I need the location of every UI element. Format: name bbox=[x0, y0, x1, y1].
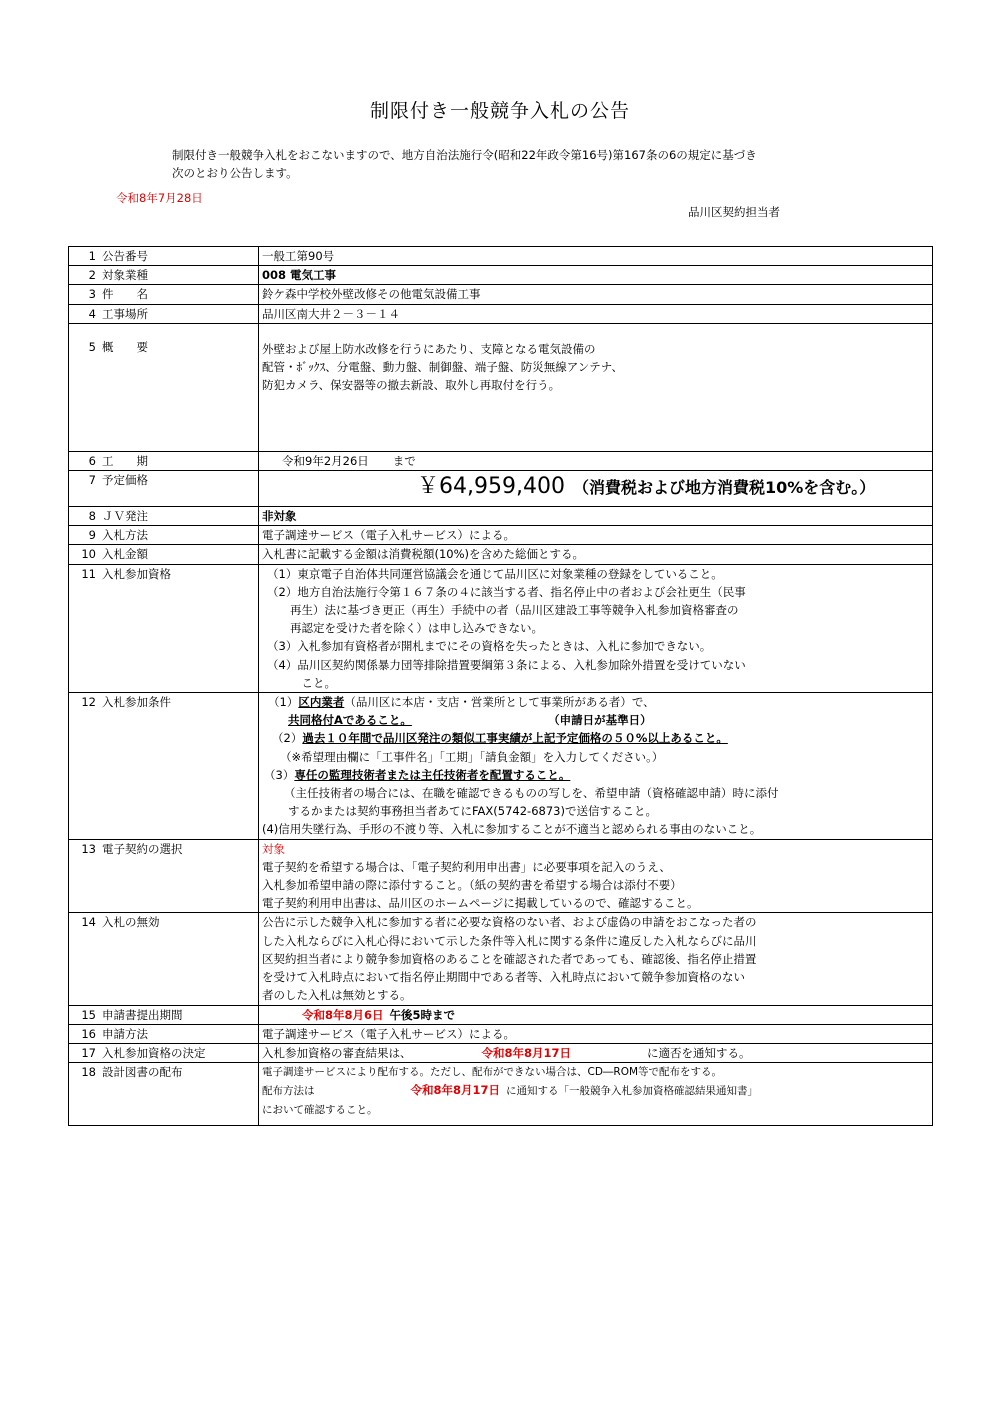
item-number: 8 bbox=[88, 509, 96, 524]
table-row bbox=[69, 545, 933, 564]
item-label bbox=[69, 451, 259, 470]
condition-line bbox=[262, 729, 929, 747]
item-label bbox=[69, 471, 259, 507]
condition-line bbox=[262, 693, 929, 711]
item-number: 13 bbox=[81, 841, 96, 856]
condition-line: するかまたは契約事務担当者あてにFAX(5742-6873)で送信すること。 bbox=[288, 804, 657, 819]
item-label bbox=[69, 266, 259, 285]
condition-line bbox=[262, 766, 929, 784]
item-value: 品川区南大井２－３－１４ bbox=[259, 304, 933, 323]
table-row bbox=[69, 526, 933, 545]
table-row bbox=[69, 693, 933, 840]
estimated-price: ￥64,959,400 bbox=[417, 474, 565, 500]
e-contract-line: 電子契約利用申出書は、品川区のホームページに掲載しているので、確認すること。 bbox=[262, 896, 699, 911]
item-label bbox=[69, 1005, 259, 1024]
distribution-text: に通知する「一般競争入札参加資格確認結果通知書」 bbox=[506, 1085, 759, 1098]
item-number: 15 bbox=[81, 1007, 96, 1022]
qualification-line: （1）東京電子自治体共同運営協議会を通じて品川区に対象業種の登録をしていること。 bbox=[267, 566, 723, 581]
condition-line: （主任技術者の場合には、在職を確認できるものの写しを、希望申請（資格確認申請）時に添付 bbox=[284, 786, 779, 801]
item-value bbox=[259, 913, 933, 1005]
period-date: 令和9年2月26日 bbox=[282, 453, 369, 468]
table-row bbox=[69, 1043, 933, 1062]
item-label-text: 電子契約の選択 bbox=[102, 841, 183, 856]
table-row bbox=[69, 839, 933, 913]
item-label bbox=[69, 304, 259, 323]
distribution-date: 令和8年8月17日 bbox=[410, 1083, 501, 1098]
item-number: 16 bbox=[81, 1026, 96, 1041]
item-label-text: 件 名 bbox=[102, 287, 148, 302]
item-value bbox=[259, 451, 933, 470]
item-value bbox=[259, 1063, 933, 1126]
condition-emphasis: 区内業者 bbox=[298, 695, 345, 710]
item-label-text: 対象業種 bbox=[102, 268, 148, 283]
item-label-text: 入札参加資格の決定 bbox=[102, 1045, 206, 1060]
summary-line: 配管・ﾎﾞｯｸｽ、分電盤、動力盤、制御盤、端子盤、防災無線アンテナ、 bbox=[262, 360, 623, 375]
table-row bbox=[69, 285, 933, 304]
item-value bbox=[259, 471, 933, 507]
table-row bbox=[69, 304, 933, 323]
invalid-bid-line: した入札ならびに入札心得において示した条件等入札に関する条件に違反した入札ならびに品川 bbox=[262, 933, 757, 948]
item-label-text: ＪＶ発注 bbox=[102, 509, 148, 524]
page-title: 制限付き一般競争入札の公告 bbox=[369, 100, 630, 122]
item-number: 6 bbox=[88, 453, 96, 468]
qualification-line: 再生）法に基づき更正（再生）手続中の者（品川区建設工事等競争入札参加資格審査の bbox=[267, 603, 739, 618]
deadline-time: 午後5時まで bbox=[389, 1007, 456, 1022]
item-label bbox=[69, 507, 259, 526]
item-value: 電子調達サービス（電子入札サービス）による。 bbox=[259, 1024, 933, 1043]
item-label-text: 概 要 bbox=[102, 339, 148, 354]
qualification-line: （2）地方自治法施行令第１６７条の４に該当する者、指名停止中の者および会社更生（民事 bbox=[267, 584, 746, 599]
item-label bbox=[69, 913, 259, 1005]
item-label bbox=[69, 545, 259, 564]
item-value bbox=[259, 323, 933, 451]
item-label-text: 申請書提出期間 bbox=[102, 1007, 183, 1022]
price-tax-note: （消費税および地方消費税10%を含む。） bbox=[572, 478, 876, 498]
summary-line: 外壁および屋上防水改修を行うにあたり、支障となる電気設備の bbox=[262, 341, 596, 356]
e-contract-status: 対象 bbox=[262, 841, 285, 856]
item-number: 2 bbox=[88, 268, 96, 283]
item-label-text: 工 期 bbox=[102, 453, 148, 468]
condition-prefix: （1） bbox=[268, 695, 299, 710]
item-label-text: 入札の無効 bbox=[102, 915, 160, 930]
item-label bbox=[69, 526, 259, 545]
table-row bbox=[69, 1024, 933, 1043]
item-value bbox=[259, 839, 933, 913]
e-contract-line: 入札参加希望申請の際に添付すること。（紙の契約書を希望する場合は添付不要） bbox=[262, 878, 682, 893]
distribution-line bbox=[262, 1081, 929, 1100]
item-label bbox=[69, 1063, 259, 1126]
item-number: 5 bbox=[88, 339, 96, 354]
table-row bbox=[69, 1063, 933, 1126]
condition-emphasis: 専任の監理技術者または主任技術者を配置すること。 bbox=[294, 767, 571, 782]
item-value bbox=[259, 1043, 933, 1062]
table-row bbox=[69, 1005, 933, 1024]
qualification-line: こと。 bbox=[267, 675, 336, 690]
table-row bbox=[69, 247, 933, 266]
table-row bbox=[69, 564, 933, 692]
item-value: 非対象 bbox=[259, 507, 933, 526]
item-label-text: 入札参加条件 bbox=[102, 695, 171, 710]
signatory: 品川区契約担当者 bbox=[688, 205, 780, 219]
deadline-date: 令和8年8月6日 bbox=[302, 1007, 384, 1022]
condition-prefix: （2） bbox=[272, 731, 303, 746]
summary-line: 防犯カメラ、保安器等の撤去新設、取外し再取付を行う。 bbox=[262, 378, 561, 393]
item-value: 鈴ケ森中学校外壁改修その他電気設備工事 bbox=[259, 285, 933, 304]
item-number: 3 bbox=[88, 287, 96, 302]
qualification-line: （3）入札参加有資格者が開札までにその資格を失ったときは、入札に参加できない。 bbox=[267, 639, 712, 654]
condition-note: （申請日が基準日） bbox=[553, 713, 652, 728]
distribution-text: 配布方法は bbox=[262, 1085, 315, 1098]
notice-date: 令和8年7月28日 bbox=[116, 191, 203, 205]
item-number: 4 bbox=[88, 306, 96, 321]
table-row bbox=[69, 507, 933, 526]
invalid-bid-line: 区契約担当者により競争参加資格のあることを確認された者であっても、確認後、指名停止措置 bbox=[262, 951, 757, 966]
intro-line: 制限付き一般競争入札をおこないますので、地方自治法施行令(昭和22年政令第16号)第167条の6の規定に基づき bbox=[172, 148, 757, 162]
table-row bbox=[69, 266, 933, 285]
period-suffix: まで bbox=[392, 453, 416, 468]
item-label-text: 予定価格 bbox=[102, 473, 148, 488]
item-number: 14 bbox=[81, 915, 96, 930]
item-label-text: 公告番号 bbox=[102, 249, 148, 263]
item-label bbox=[69, 693, 259, 840]
condition-emphasis: 共同格付Aであること。 bbox=[288, 713, 412, 728]
item-number: 7 bbox=[88, 473, 96, 488]
qualification-line: （4）品川区契約関係暴力団等排除措置要綱第３条による、入札参加除外措置を受けていない bbox=[267, 657, 746, 672]
item-value bbox=[259, 564, 933, 692]
distribution-line: 電子調達サービスにより配布する。ただし、配布ができない場合は、CD―ROM等で配布をする。 bbox=[262, 1066, 723, 1079]
item-label bbox=[69, 1043, 259, 1062]
condition-line bbox=[262, 711, 929, 729]
distribution-line: において確認すること。 bbox=[262, 1103, 378, 1116]
item-value bbox=[259, 1005, 933, 1024]
item-label-text: 入札方法 bbox=[102, 528, 148, 543]
condition-line: （※希望理由欄に「工事件名」「工期」「請負金額」を入力してください。） bbox=[280, 749, 664, 764]
item-label bbox=[69, 285, 259, 304]
intro-text bbox=[172, 146, 872, 182]
e-contract-line: 電子契約を希望する場合は、「電子契約利用申出書」に必要事項を記入のうえ、 bbox=[262, 859, 671, 874]
item-number: 18 bbox=[81, 1065, 96, 1080]
condition-prefix: （3） bbox=[264, 767, 295, 782]
table-row bbox=[69, 471, 933, 507]
item-label bbox=[69, 1024, 259, 1043]
item-label-text: 設計図書の配布 bbox=[102, 1065, 183, 1080]
table-row bbox=[69, 451, 933, 470]
item-number: 17 bbox=[81, 1045, 96, 1060]
item-value: 一般工第90号 bbox=[259, 247, 933, 266]
item-number: 10 bbox=[81, 547, 96, 562]
item-number: 11 bbox=[81, 566, 96, 581]
item-label-text: 申請方法 bbox=[102, 1026, 148, 1041]
qualification-line: 再認定を受けた者を除く）は申し込みできない。 bbox=[267, 621, 543, 636]
decision-pre: 入札参加資格の審査結果は、 bbox=[262, 1045, 412, 1060]
condition-text: （品川区に本店・支店・営業所として事業所がある者）で、 bbox=[344, 695, 655, 710]
table-row bbox=[69, 323, 933, 451]
invalid-bid-line: を受けて入札時点において指名停止期間中である者等、入札時点において競争参加資格のない bbox=[262, 970, 745, 985]
notice-table bbox=[68, 246, 933, 1126]
item-label bbox=[69, 247, 259, 266]
condition-line: (4)信用失墜行為、手形の不渡り等、入札に参加することが不適当と認められる事由のないこと。 bbox=[262, 822, 762, 837]
invalid-bid-line: 公告に示した競争入札に参加する者に必要な資格のない者、および虚偽の申請をおこなった者の bbox=[262, 915, 757, 930]
item-value bbox=[259, 693, 933, 840]
item-label-text: 入札金額 bbox=[102, 547, 148, 562]
item-label bbox=[69, 323, 259, 451]
item-number: 1 bbox=[88, 249, 96, 263]
item-value: 008 電気工事 bbox=[259, 266, 933, 285]
item-label bbox=[69, 839, 259, 913]
item-number: 9 bbox=[88, 528, 96, 543]
invalid-bid-line: 者のした入札は無効とする。 bbox=[262, 988, 412, 1003]
item-value: 電子調達サービス（電子入札サービス）による。 bbox=[259, 526, 933, 545]
item-label bbox=[69, 564, 259, 692]
table-row bbox=[69, 913, 933, 1005]
item-number: 12 bbox=[81, 695, 96, 710]
decision-post: に適否を通知する。 bbox=[647, 1045, 751, 1060]
item-label-text: 入札参加資格 bbox=[102, 566, 171, 581]
condition-emphasis: 過去１０年間で品川区発注の類似工事実績が上記予定価格の５０%以上あること。 bbox=[302, 731, 728, 746]
item-value: 入札書に記載する金額は消費税額(10%)を含めた総価とする。 bbox=[259, 545, 933, 564]
item-label-text: 工事場所 bbox=[102, 306, 148, 321]
intro-line: 次のとおり公告します。 bbox=[172, 166, 298, 180]
decision-date: 令和8年8月17日 bbox=[481, 1045, 572, 1060]
